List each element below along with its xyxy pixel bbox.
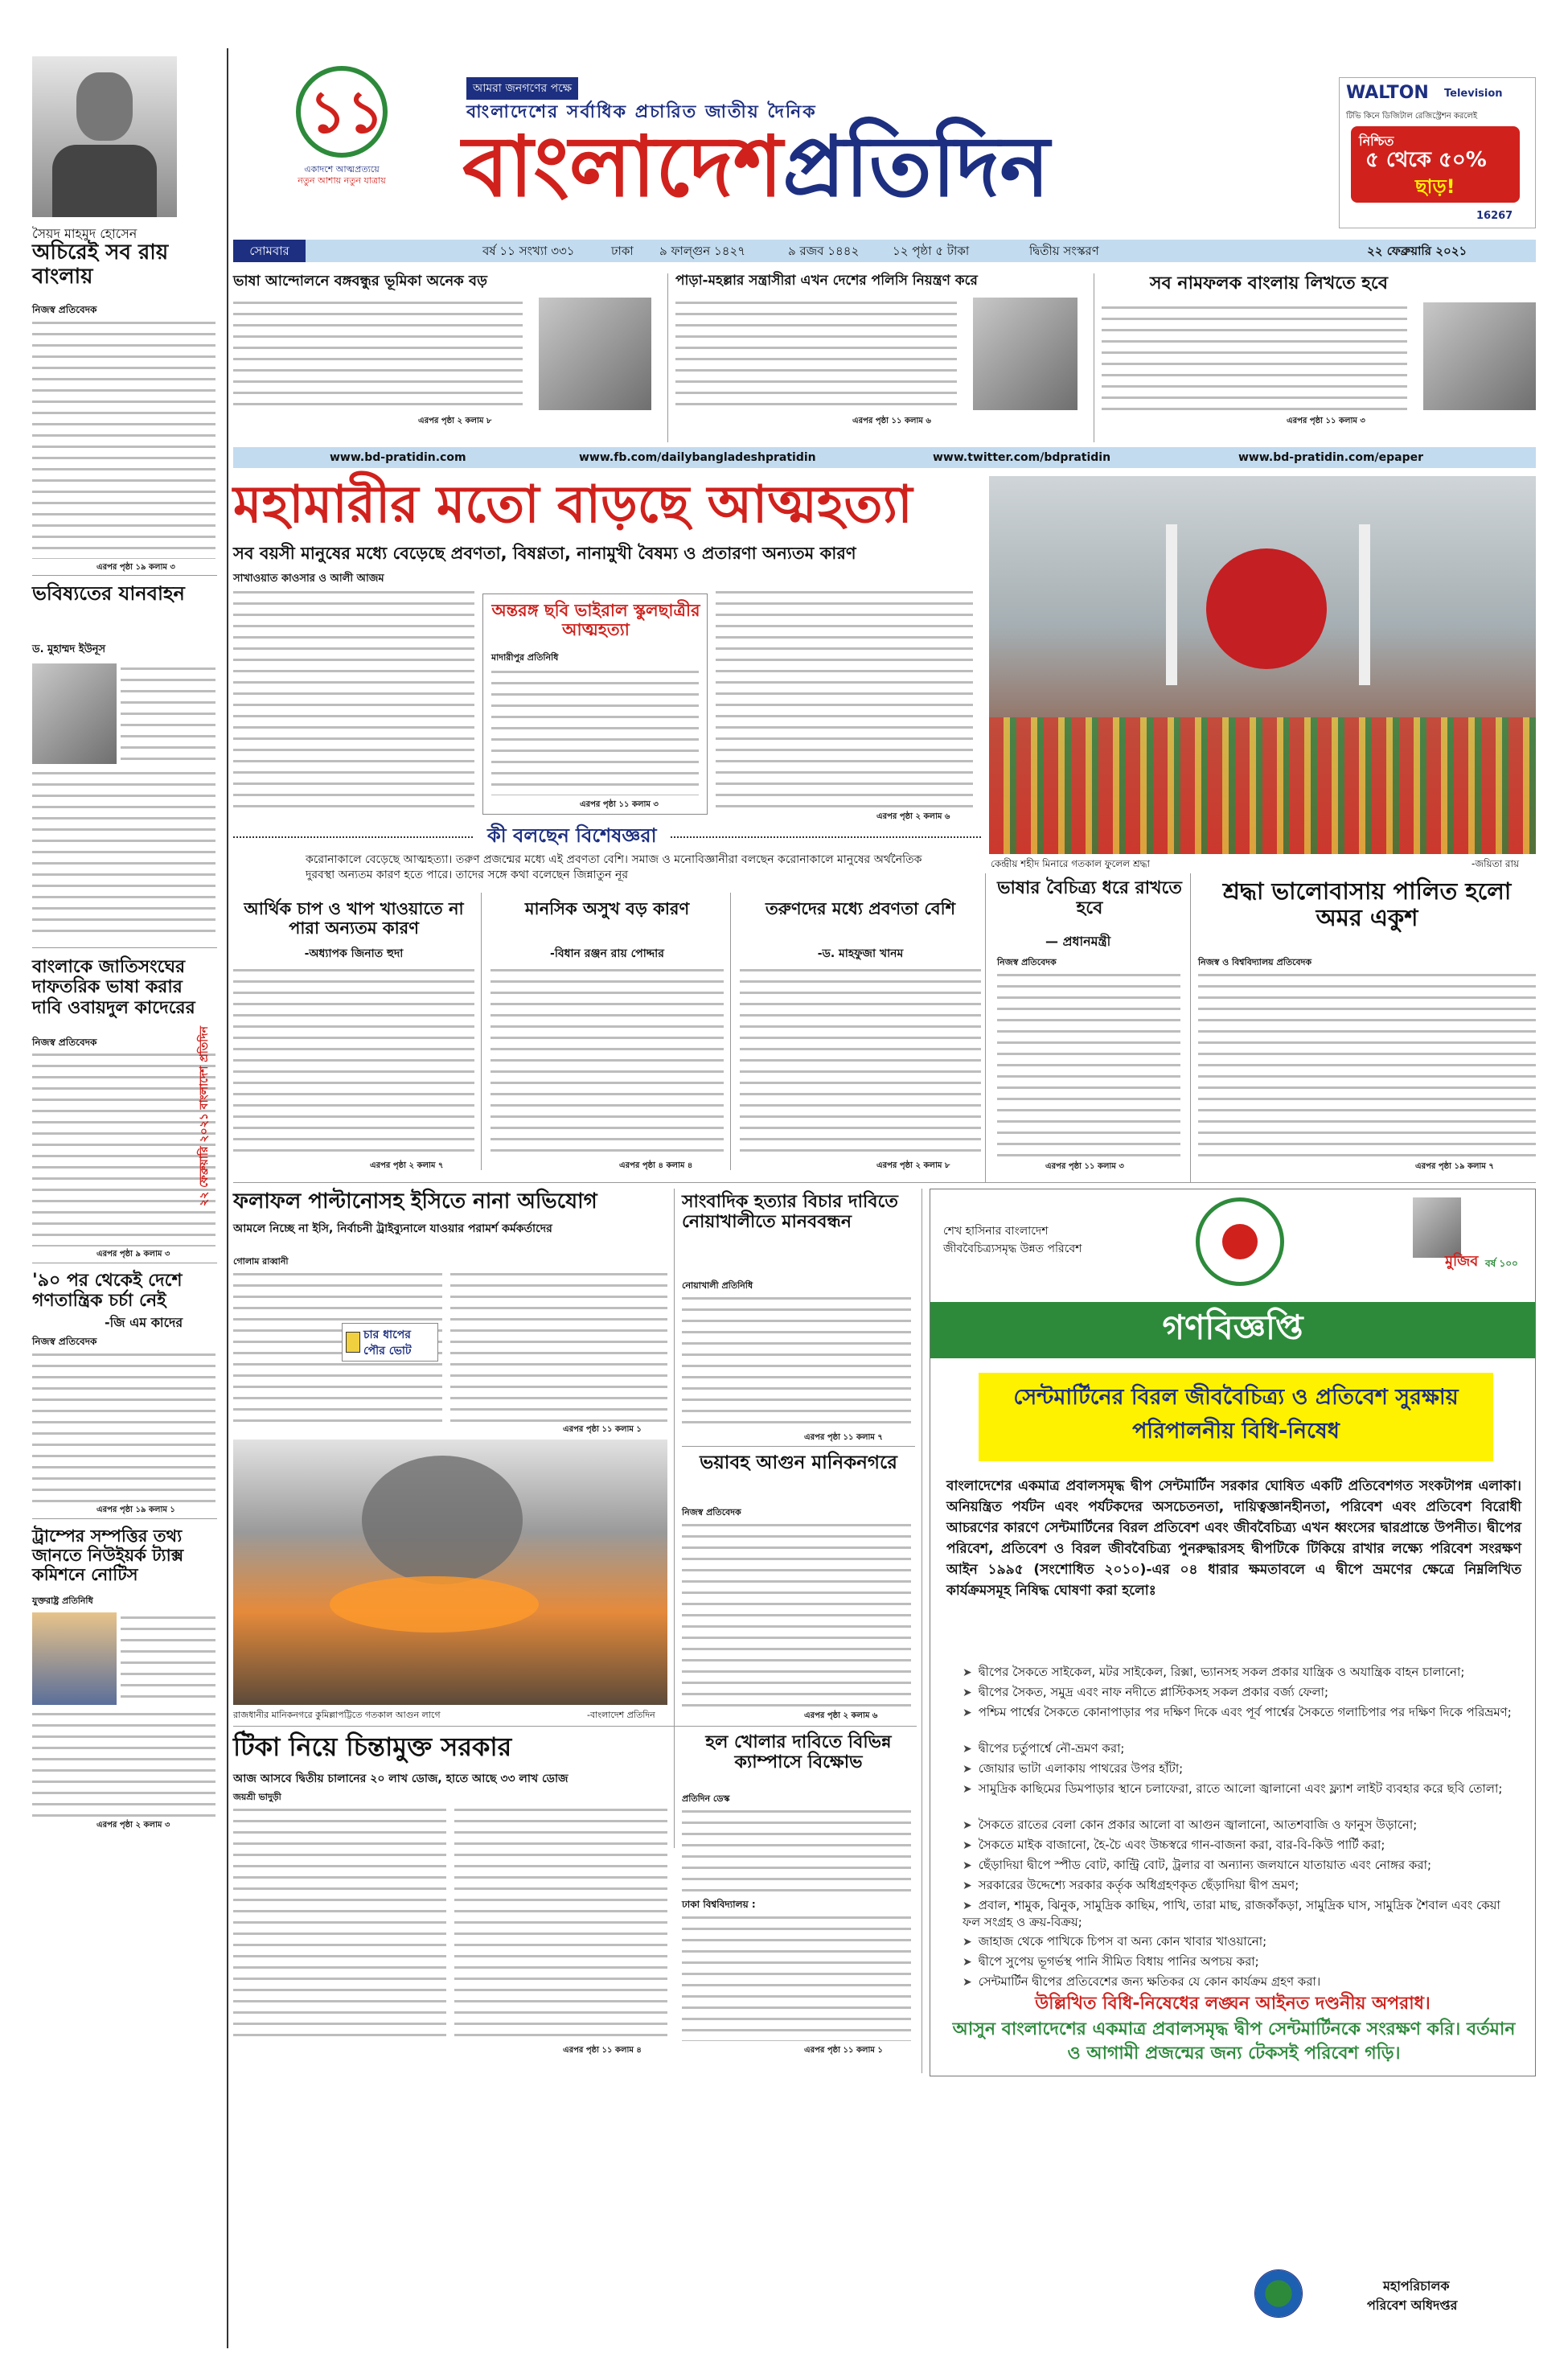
web-link-facebook[interactable]: www.fb.com/dailybangladeshpratidin <box>579 451 816 464</box>
lead-inset-byline: মাদারীপুর প্রতিনিধি <box>491 652 559 663</box>
notice-item: ➤ সৈকতে মাইক বাজানো, হৈ-চৈ এবং উচ্চস্বরে গান-বাজনা করা, বার-বি-কিউ পার্টি করা; <box>963 1837 1517 1854</box>
pm-story-author: — প্রধানমন্ত্রী <box>1045 934 1111 949</box>
ec-inset <box>342 1323 438 1362</box>
trump-photo <box>32 1612 117 1705</box>
walton-brand-sub: Television <box>1444 88 1503 100</box>
notice-item: ➤ ছেঁড়াদিয়া দ্বীপে স্পীড বোট, কান্ট্রি বোট, ট্রলার বা অন্যান্য জলযানে যাতায়াত এবং নোঙ্গর করা; <box>963 1857 1517 1874</box>
notice-item: ➤ সেন্টমার্টিন দ্বীপের প্রতিবেশের জন্য ক্ষতিকর যে কোন কার্যক্রম গ্রহণ করা। <box>963 1974 1517 1990</box>
notice-top-left-2: জীববৈচিত্র্যসমৃদ্ধ উন্নত পরিবেশ <box>943 1242 1082 1255</box>
mujib-years: বর্ষ ১০০ <box>1485 1258 1518 1269</box>
anniversary-text-1: একাদশে আত্মপ্রত্যয়ে <box>304 164 380 175</box>
teaser-2-cont: এরপর পৃষ্ঠা ১১ কলাম ৬ <box>852 417 931 425</box>
teaser-1[interactable] <box>233 273 659 434</box>
expert-3-cont: এরপর পৃষ্ঠা ২ কলাম ৮ <box>876 1161 950 1170</box>
doe-logo <box>1254 2269 1303 2318</box>
notice-top-left-1: শেখ হাসিনার বাংলাদেশ <box>943 1225 1049 1238</box>
mujib-label: মুজিব <box>1445 1253 1479 1270</box>
date-bar-issue: বর্ষ ১১ সংখ্যা ৩৩১ <box>482 244 575 258</box>
lead-headline: মহামারীর মতো বাড়ছে আত্মহত্যা <box>233 475 913 535</box>
pm-story-cont: এরপর পৃষ্ঠা ১১ কলাম ৩ <box>1045 1162 1124 1171</box>
notice-item: ➤ প্রবাল, শামুক, ঝিনুক, সামুদ্রিক কাছিম, পাখি, তারা মাছ, রাজকাঁকড়া, সামুদ্রিক ঘাস, সামুদ্রিক শৈবাল এবং কেয়া ফল সংগ্রহ ও ক্রয়-বিক্রয়; <box>963 1897 1517 1930</box>
vaccine-story-body-1 <box>233 1805 446 2042</box>
date-bar-date: ২২ ফেব্রুয়ারি ২০২১ <box>1367 244 1467 258</box>
left-author-2: ড. মুহাম্মদ ইউনূস <box>32 643 106 655</box>
notice-item: ➤ দ্বীপের সৈকত, সমুদ্র এবং নাফ নদীতে প্লাস্টিকসহ সকল প্রকার বর্জ্য ফেলা; <box>963 1684 1517 1701</box>
notice-banner-wrap <box>930 1302 1535 1358</box>
left-cont-5: এরপর পৃষ্ঠা ২ কলাম ৩ <box>96 1821 170 1830</box>
campus-story-body-2 <box>682 1912 911 2041</box>
ekushe-title: শ্রদ্ধা ভালোবাসায় পালিত হলো অমর একুশ <box>1222 877 1512 932</box>
expert-1-body <box>233 965 474 1158</box>
masthead-title-part1: বাংলাদেশ <box>462 117 783 216</box>
pm-story-title: ভাষার বৈচিত্র্য ধরে রাখতে হবে <box>997 878 1182 919</box>
walton-text-1: টিভি কিনে ডিজিটাল রেজিস্ট্রেশন করলেই <box>1346 112 1478 121</box>
walton-text-2: নিশ্চিত <box>1359 133 1394 149</box>
vaccine-story-byline: জয়শ্রী ভাদুড়ী <box>233 1792 281 1802</box>
fire-photo-caption: রাজধানীর মানিকনগরে কুমিল্লাপট্টিতে গতকাল আগুন লাগে <box>233 1710 441 1720</box>
shaheed-minar-caption: কেন্দ্রীয় শহীদ মিনারে গতকাল ফুলেল শ্রদ্ধা <box>991 858 1151 869</box>
lead-byline: সাখাওয়াত কাওসার ও আলী আজম <box>233 573 384 585</box>
teaser-3-cont: এরপর পৃষ্ঠা ১১ কলাম ৩ <box>1287 417 1365 425</box>
experts-banner: কী বলছেন বিশেষজ্ঞরা <box>474 825 670 848</box>
vaccine-story-subhead: আজ আসবে দ্বিতীয় চালানের ২০ লাখ ডোজ, হাতে আছে ৩৩ লাখ ডোজ <box>233 1772 569 1785</box>
left-headline-4: '৯০ পর থেকেই দেশে গণতান্ত্রিক চর্চা নেই <box>32 1271 183 1312</box>
expert-3-body <box>740 965 981 1158</box>
date-bar-place: ঢাকা <box>611 244 634 258</box>
left-byline-5: যুক্তরাষ্ট্র প্রতিনিধি <box>32 1596 93 1606</box>
walton-brand: WALTON <box>1346 83 1429 103</box>
campus-story-place: ঢাকা বিশ্ববিদ্যালয় : <box>682 1899 756 1910</box>
masthead-subtitle: বাংলাদেশের সর্বাধিক প্রচারিত জাতীয় দৈনিক <box>466 102 817 122</box>
left-byline-4: নিজস্ব প্রতিবেদক <box>32 1336 97 1347</box>
walton-hotline: 16267 <box>1476 210 1513 222</box>
web-link-epaper[interactable]: www.bd-pratidin.com/epaper <box>1238 451 1424 464</box>
teaser-3-title: সব নামফলক বাংলায় লিখতে হবে <box>1150 273 1388 294</box>
campus-story-byline: প্রতিদিন ডেস্ক <box>682 1793 730 1804</box>
walton-text-4: ছাড়! <box>1415 175 1455 198</box>
ekushe-cont: এরপর পৃষ্ঠা ১৯ কলাম ৭ <box>1415 1162 1494 1171</box>
notice-item: ➤ জোয়ার ভাটা এলাকায় পাথরের উপর হাঁটা; <box>963 1760 1517 1777</box>
fire-story-title: ভয়াবহ আগুন মানিকনগরে <box>700 1452 897 1473</box>
campus-story-body-1 <box>682 1806 911 1895</box>
notice-warning: উল্লিখিত বিধি-নিষেধের লঙ্ঘন আইনত দণ্ডনীয় অপরাধ। <box>1035 1994 1430 2014</box>
vaccine-story-body-2 <box>454 1805 667 2042</box>
web-link-twitter[interactable]: www.twitter.com/bdpratidin <box>933 451 1111 464</box>
journalist-story-body <box>682 1293 911 1430</box>
notice-item: ➤ জাহাজ থেকে পাখিকে চিপস বা অন্য কোন খাবার খাওয়ানো; <box>963 1933 1517 1950</box>
lead-body-2 <box>716 587 973 808</box>
anniversary-number: ১১ <box>309 78 384 146</box>
notice-item: ➤ দ্বীপের চর্তুপার্শ্বে নৌ-ভ্রমণ করা; <box>963 1740 1517 1757</box>
ec-story-body-2 <box>450 1269 667 1422</box>
lead-body-1 <box>233 587 474 808</box>
columnist-name: সৈয়দ মাহমুদ হোসেন <box>32 226 138 241</box>
journalist-story-byline: নোয়াখালী প্রতিনিধি <box>682 1280 753 1291</box>
columnist-photo <box>32 56 177 217</box>
left-headline-2: ভবিষ্যতের যানবাহন <box>32 582 185 605</box>
notice-signatory-1: মহাপরিচালক <box>1383 2278 1450 2294</box>
fire-photo <box>233 1440 667 1705</box>
notice-intro: বাংলাদেশের একমাত্র প্রবালসমৃদ্ধ দ্বীপ সেন্টমার্টিন সরকার ঘোষিত একটি প্রতিবেশগত সংকটাপন্ন এলাকা। অনিয়ন্ত্রিত পর্যটন এবং পর্যটকদের অসচেতনতা, দায়িত্বজ্ঞানহীনতা, পরিবেশ এবং প্রতিবেশ বিরোধী আচরণের কারণে সেন্টমার্টিনের বিরল প্রতিবেশ এবং জীববৈচিত্র্য এখন ধ্বংসের দ্বারপ্রান্তে উপনীত। দ্বীপের পরিবেশ, প্রতিবেশ ও বিরল জীববৈচিত্র্য পুনরুদ্ধারসহ দ্বীপটিকে টিকিয়ে রাখার লক্ষ্যে পরিবেশ সংরক্ষণ আইন ১৯৯৫ (সংশোধিত ২০১০)-এর ০৪ ধারার ক্ষমতাবলে এ দ্বীপে ভ্রমণের ক্ষেত্রে নিম্নলিখিত কার্যক্রমসমূহ নিষিদ্ধ ঘোষণা করা হলোঃ <box>946 1478 1521 1599</box>
lead-subhead: সব বয়সী মানুষের মধ্যে বেড়েছে প্রবণতা, বিষণ্ণতা, নানামুখী বৈষম্য ও প্রতারণা অন্যতম কারণ <box>233 544 856 563</box>
lead-inset-cont: এরপর পৃষ্ঠা ১১ কলাম ৩ <box>580 800 659 809</box>
experts-intro: করোনাকালে বেড়েছে আত্মহত্যা। তরুণ প্রজন্মের মধ্যে এই প্রবণতা বেশি। সমাজ ও মনোবিজ্ঞানীরা বলছেন করোনাকালে মানুষের অর্থনৈতিক দুরবস্থা অন্যতম কারণ হতে পারে। তাদের সঙ্গে কথা বলেছেন জিন্নাতুন নূর <box>306 853 922 881</box>
left-body-2b <box>32 768 215 941</box>
notice-item: ➤ পশ্চিম পার্শ্বের সৈকতে কোনাপাড়ার পর দক্ষিণ দিকে এবং পূর্ব পার্শ্বের সৈকতে গলাচিপার পর দক্ষিণ দিকে পরিভ্রমণ; <box>963 1704 1517 1721</box>
expert-1-title: আর্থিক চাপ ও খাপ খাওয়াতে না পারা অন্যতম কারণ <box>244 899 464 939</box>
teaser-1-photo <box>539 298 651 410</box>
left-cont-3: এরপর পৃষ্ঠা ৯ কলাম ৩ <box>96 1250 170 1259</box>
notice-banner: গণবিজ্ঞপ্তি <box>1162 1308 1303 1347</box>
pm-story-byline: নিজস্ব প্রতিবেদক <box>997 957 1057 967</box>
expert-1-author: -অধ্যাপক জিনাত হুদা <box>304 947 404 960</box>
expert-2-body <box>491 965 724 1158</box>
notice-appeal: আসুন বাংলাদেশের একমাত্র প্রবালসমৃদ্ধ দ্বীপ সেন্টমার্টিনকে সংরক্ষণ করি। বর্তমান ও আগামী প্রজন্মের জন্য টেকসই পরিবেশ গড়ি। <box>952 2019 1516 2064</box>
ec-story-subhead: আমলে নিচ্ছে না ইসি, নির্বাচনী ট্রাইব্যুনালে যাওয়ার পরামর্শ কর্মকর্তাদের <box>233 1222 552 1235</box>
left-author-4: -জি এম কাদের <box>105 1315 183 1330</box>
fire-photo-credit: -বাংলাদেশ প্রতিদিন <box>587 1710 655 1720</box>
journalist-story-title-visible: সাংবাদিক হত্যার বিচার দাবিতে নোয়াখালীতে মানববন্ধন <box>682 1192 898 1233</box>
left-cont-1: এরপর পৃষ্ঠা ১৯ কলাম ৩ <box>96 563 175 572</box>
date-bar-pages: ১২ পৃষ্ঠা ৫ টাকা <box>893 244 970 258</box>
teaser-1-title: ভাষা আন্দোলনে বঙ্গবন্ধুর ভূমিকা অনেক বড় <box>233 273 487 290</box>
masthead-title <box>462 117 1050 216</box>
fire-story-cont: এরপর পৃষ্ঠা ২ কলাম ৬ <box>804 1711 878 1720</box>
notice-headline: সেন্টমার্টিনের বিরল জীববৈচিত্র্য ও প্রতিবেশ সুরক্ষায় পরিপালনীয় বিধি-নিষেধ <box>1013 1385 1459 1444</box>
left-headline-1: অচিরেই সব রায় বাংলায় <box>32 240 169 289</box>
notice-headline-wrap <box>979 1373 1493 1461</box>
web-link-site[interactable]: www.bd-pratidin.com <box>330 451 466 464</box>
ec-story-cont: এরপর পৃষ্ঠা ১১ কলাম ১ <box>563 1425 642 1434</box>
masthead-title-part2: প্রতিদিন <box>782 117 1050 216</box>
date-bar-bangla-date: ৯ ফাল্গুন ১৪২৭ <box>659 244 745 258</box>
expert-3-author: -ড. মাহফুজা খানম <box>817 947 904 960</box>
expert-2-title: মানসিক অসুখ বড় কারণ <box>524 899 690 918</box>
ec-inset-label: চার ধাপের পৌর ভোট <box>363 1329 412 1357</box>
ec-story-byline: গোলাম রাব্বানী <box>233 1256 289 1267</box>
expert-1-cont: এরপর পৃষ্ঠা ২ কলাম ৭ <box>370 1161 444 1170</box>
journalist-story-cont: এরপর পৃষ্ঠা ১১ কলাম ৭ <box>804 1433 883 1442</box>
anniversary-text-2: নতুন আশায় নতুন যাত্রায় <box>298 175 386 186</box>
ekushe-byline: নিজস্ব ও বিশ্ববিদ্যালয় প্রতিবেদক <box>1198 957 1312 967</box>
ec-story-title: ফলাফল পাল্টানোসহ ইসিতে নানা অভিযোগ <box>233 1189 597 1214</box>
page-spine-label: ২২ ফেব্রুয়ারি ২০২১ বাংলাদেশ প্রতিদিন <box>198 1026 211 1206</box>
notice-ad <box>930 1189 1536 2076</box>
left-headline-5: ট্রাম্পের সম্পত্তির তথ্য জানতে নিউইয়র্ক ট্যাক্স কমিশনে নোটিস <box>32 1526 184 1585</box>
left-cont-4: এরপর পৃষ্ঠা ১৯ কলাম ১ <box>96 1505 175 1514</box>
masthead-tagline: আমরা জনগণের পক্ষে <box>466 77 578 100</box>
walton-ad[interactable] <box>1339 77 1536 228</box>
teaser-3[interactable] <box>1102 273 1536 434</box>
left-body-5 <box>121 1612 215 1705</box>
left-body-3 <box>32 1049 215 1247</box>
expert-2-cont: এরপর পৃষ্ঠা ৪ কলাম ৪ <box>619 1161 693 1170</box>
date-bar <box>233 240 1536 262</box>
notice-prohibition-list <box>930 1664 1535 1989</box>
shaheed-minar-photo <box>989 476 1536 854</box>
fire-story-body <box>682 1520 911 1709</box>
mujib-portrait <box>1413 1197 1461 1258</box>
ballot-icon <box>346 1332 360 1353</box>
left-body-4 <box>32 1349 215 1502</box>
left-byline-1: নিজস্ব প্রতিবেদক <box>32 304 97 315</box>
left-byline-3: নিজস্ব প্রতিবেদক <box>32 1037 97 1048</box>
walton-text-3: ৫ থেকে ৫০% <box>1365 148 1487 172</box>
notice-item: ➤ সরকারের উদ্দেশ্যে সরকার কর্তৃক অধিগ্রহণকৃত ছেঁড়াদিয়া দ্বীপ ভ্রমণ; <box>963 1877 1517 1894</box>
lead-cont: এরপর পৃষ্ঠা ২ কলাম ৬ <box>876 812 950 821</box>
notice-item: ➤ দ্বীপে সুপেয় ভূগর্ভস্থ পানি সীমিত বিধায় পানির অপচয় করা; <box>963 1953 1517 1970</box>
yunus-photo <box>32 663 117 764</box>
left-body-5b <box>32 1709 215 1817</box>
expert-2-author: -বিধান রঞ্জন রায় পোদ্দার <box>550 947 664 960</box>
teaser-3-photo <box>1423 302 1536 410</box>
campus-story-cont: এরপর পৃষ্ঠা ১১ কলাম ১ <box>804 2046 883 2055</box>
date-bar-hijri: ৯ রজব ১৪৪২ <box>788 244 860 258</box>
left-body-2 <box>121 663 215 764</box>
ekushe-body <box>1198 970 1536 1159</box>
teaser-1-cont: এরপর পৃষ্ঠা ২ কলাম ৮ <box>418 417 492 425</box>
anniversary-logo <box>273 64 410 185</box>
shaheed-minar-credit: -জয়িতা রায় <box>1472 858 1520 869</box>
date-bar-edition: দ্বিতীয় সংস্করণ <box>1029 244 1099 258</box>
lead-inset[interactable] <box>482 594 708 815</box>
government-seal <box>1196 1197 1284 1286</box>
teaser-2-title: পাড়া-মহল্লার সন্ত্রাসীরা এখন দেশের পলিসি নিয়ন্ত্রণ করে <box>675 273 978 289</box>
left-headline-3: বাংলাকে জাতিসংঘের দাফতরিক ভাষা করার দাবি ওবায়দুল কাদেরের <box>32 957 195 1018</box>
lead-inset-title: অন্তরঙ্গ ছবি ভাইরাল স্কুলছাত্রীর আত্মহত্যা <box>491 601 700 640</box>
campus-story-title: হল খোলার দাবিতে বিভিন্ন ক্যাম্পাসে বিক্ষোভ <box>705 1732 892 1773</box>
fire-story-byline: নিজস্ব প্রতিবেদক <box>682 1507 741 1518</box>
notice-item: ➤ দ্বীপের সৈকতে সাইকেল, মটর সাইকেল, রিক্সা, ভ্যানসহ সকল প্রকার যান্ত্রিক ও অযান্ত্রিক বাহন চালানো; <box>963 1664 1517 1681</box>
pm-story-body <box>997 970 1180 1159</box>
vaccine-story-cont: এরপর পৃষ্ঠা ১১ কলাম ৪ <box>563 2046 642 2055</box>
notice-item: ➤ সামুদ্রিক কাছিমের ডিমপাড়ার স্থানে চলাফেরা, রাতে আলো জ্বালানো এবং ফ্ল্যাশ লাইট ব্যবহার করে ছবি তোলা; <box>963 1780 1517 1797</box>
teaser-2-photo <box>973 298 1077 410</box>
web-bar <box>233 447 1536 468</box>
notice-signatory-2: পরিবেশ অধিদপ্তর <box>1367 2298 1458 2313</box>
teaser-2[interactable] <box>675 273 1086 434</box>
date-bar-day: সোমবার <box>233 240 306 262</box>
notice-item: ➤ সৈকতে রাতের বেলা কোন প্রকার আলো বা আগুন জ্বালানো, আতশবাজি ও ফানুস উড়ানো; <box>963 1817 1517 1834</box>
vaccine-story-title: টিকা নিয়ে চিন্তামুক্ত সরকার <box>233 1731 512 1762</box>
expert-3-title: তরুণদের মধ্যে প্রবণতা বেশি <box>765 899 956 918</box>
left-body-1 <box>32 318 215 559</box>
